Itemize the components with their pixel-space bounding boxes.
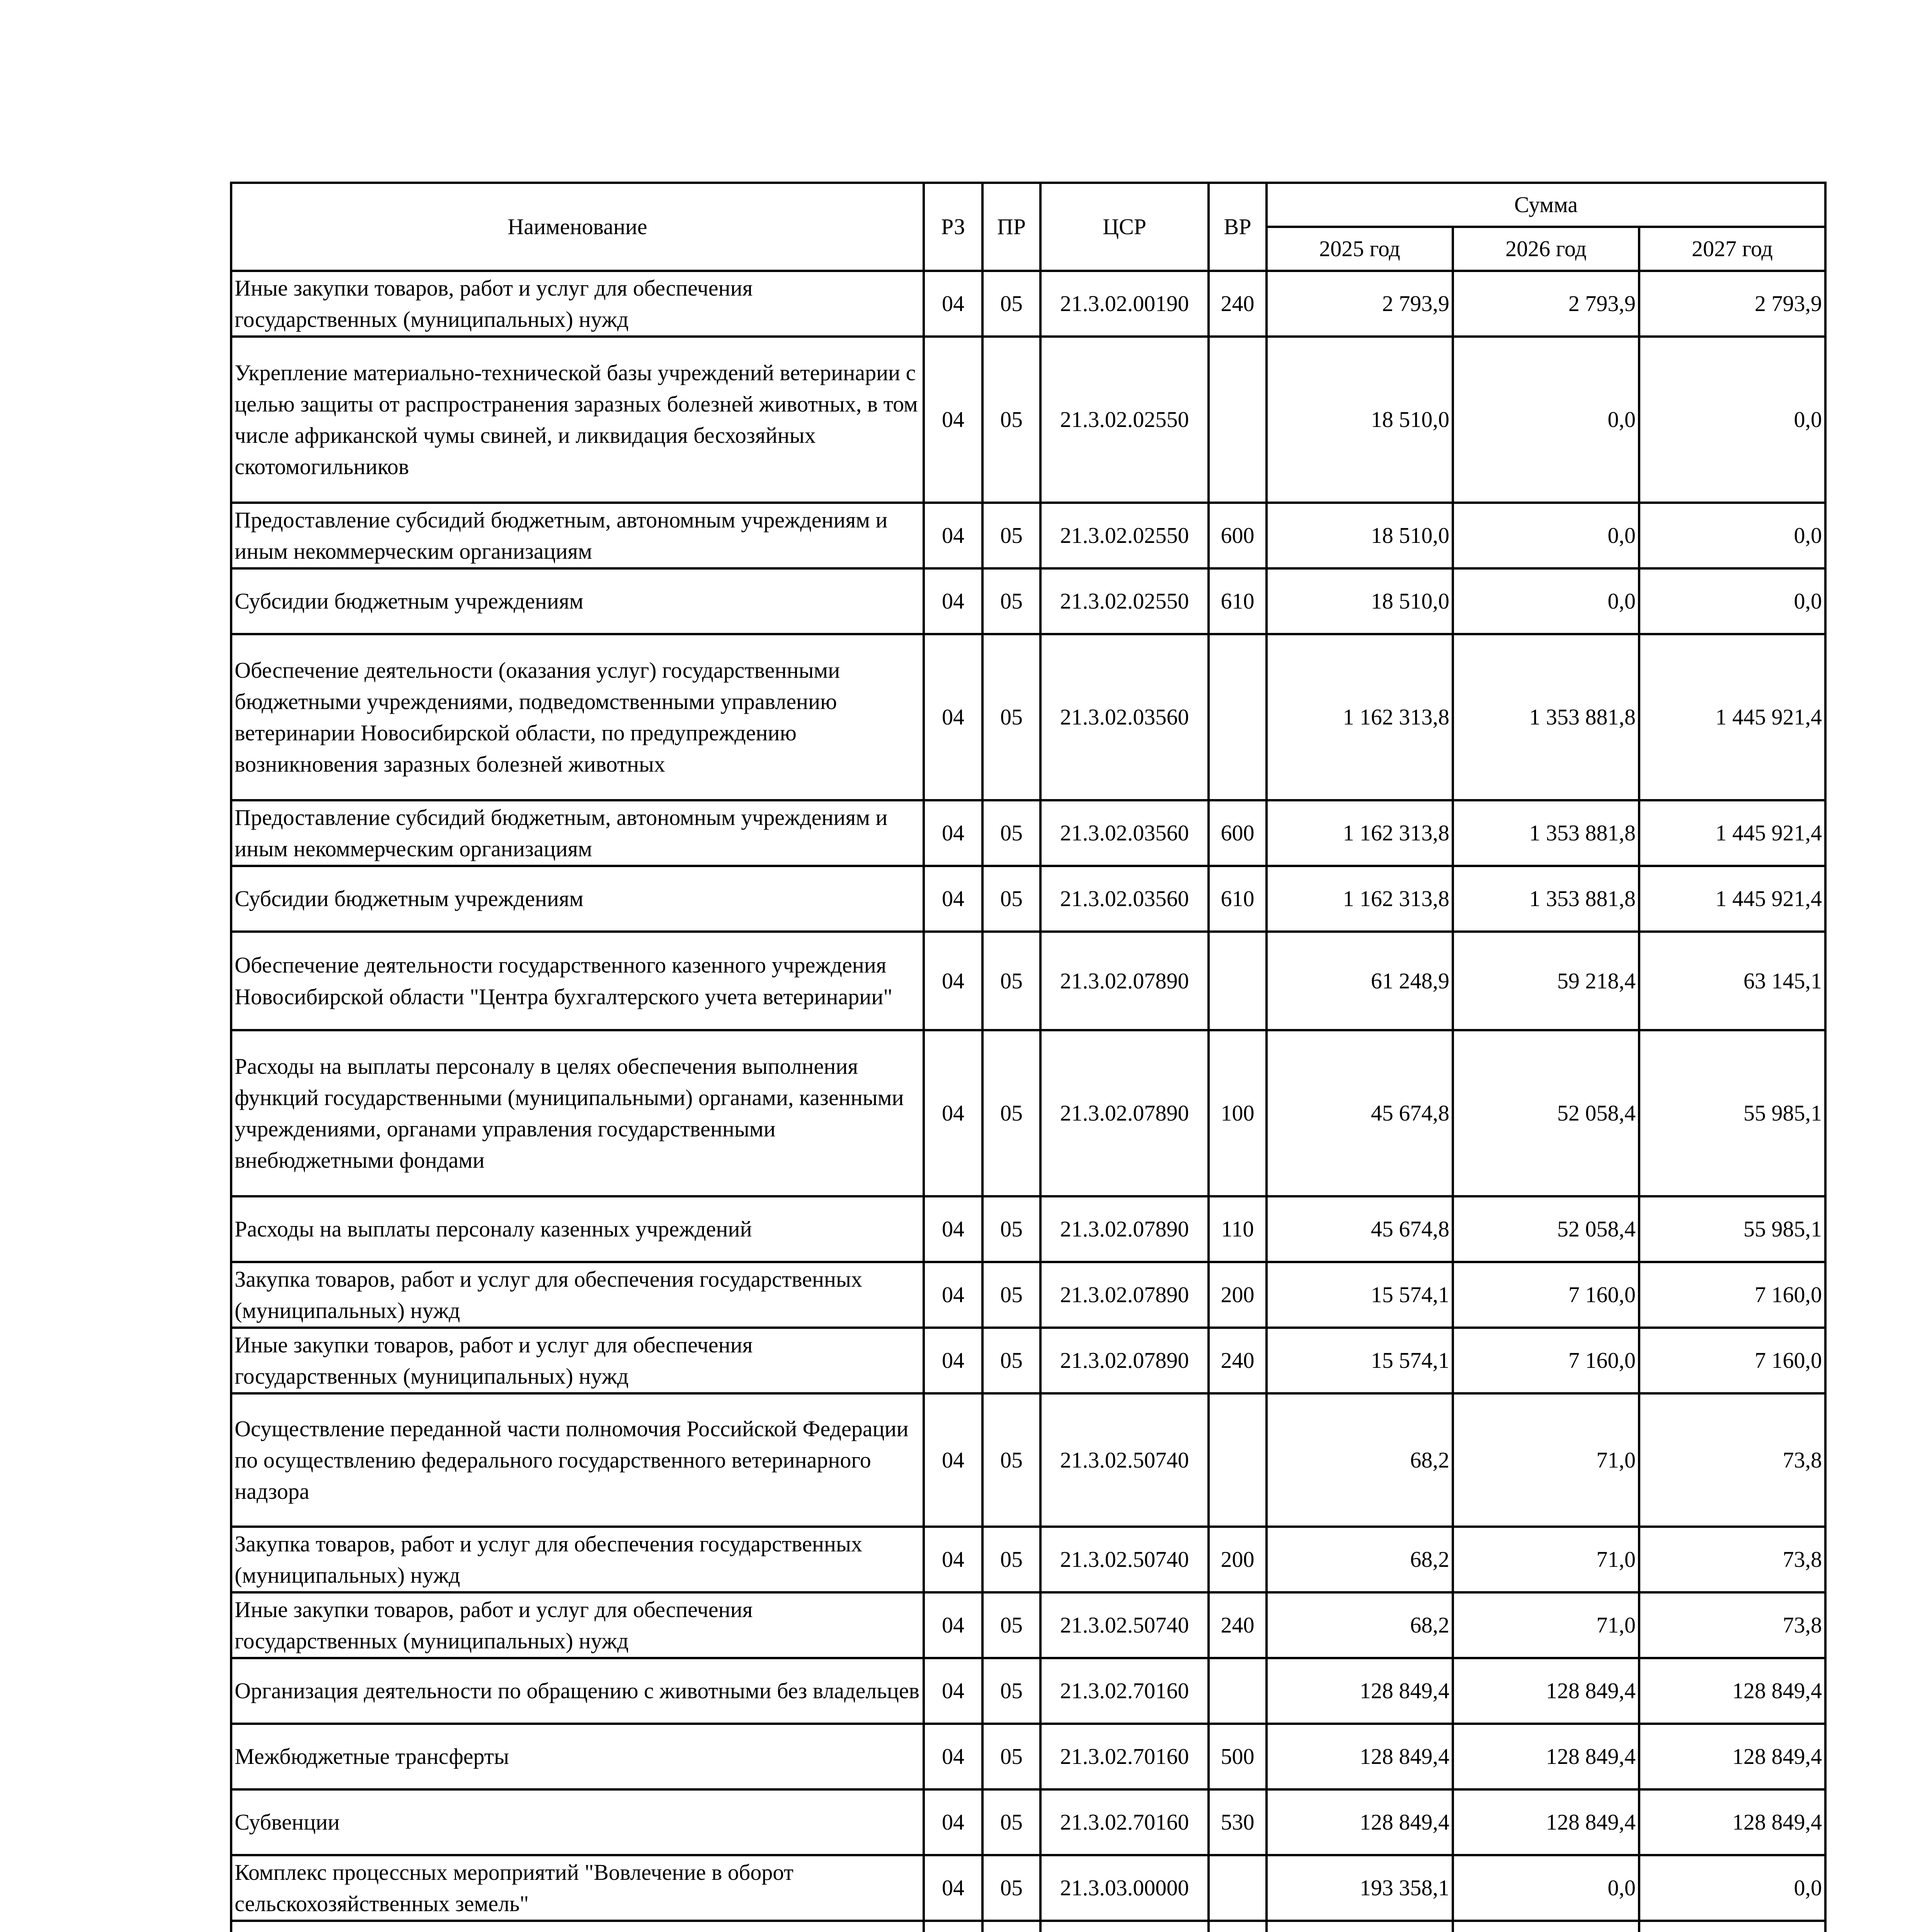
header-vr: ВР	[1209, 183, 1267, 271]
row-sum-2025: 45 674,8	[1267, 1196, 1453, 1262]
header-csr: ЦСР	[1040, 183, 1209, 271]
row-rz: 04	[924, 271, 982, 337]
row-sum-2027: 1 445 921,4	[1639, 800, 1825, 866]
row-vr	[1209, 1855, 1267, 1921]
row-vr	[1209, 337, 1267, 503]
row-sum-2027: 63 145,1	[1639, 932, 1825, 1030]
row-csr: 21.3.02.07890	[1040, 1030, 1209, 1196]
row-vr	[1209, 1921, 1267, 1932]
row-rz: 04	[924, 503, 982, 568]
row-csr: 21.3.02.50740	[1040, 1592, 1209, 1658]
row-sum-2026: 71,0	[1453, 1393, 1639, 1527]
row-rz: 04	[924, 1724, 982, 1789]
row-sum-2026	[1453, 1921, 1639, 1932]
row-pr: 05	[982, 271, 1040, 337]
row-csr: 21.3.02.07890	[1040, 1328, 1209, 1393]
row-sum-2025: 68,2	[1267, 1527, 1453, 1592]
row-sum-2026: 7 160,0	[1453, 1328, 1639, 1393]
row-csr: 21.3.02.70160	[1040, 1789, 1209, 1855]
row-vr	[1209, 1393, 1267, 1527]
row-sum-2027: 0,0	[1639, 337, 1825, 503]
row-rz	[924, 1921, 982, 1932]
row-csr: 21.3.02.03560	[1040, 866, 1209, 932]
table-row	[231, 1724, 1825, 1789]
header-year-2025: 2025 год	[1267, 227, 1453, 271]
row-name: Комплекс процессных мероприятий "Вовлечение в оборот сельскохозяйственных земель"	[231, 1855, 924, 1921]
row-sum-2025: 68,2	[1267, 1592, 1453, 1658]
budget-table	[230, 182, 1827, 1932]
row-rz: 04	[924, 1855, 982, 1921]
row-csr: 21.3.02.00190	[1040, 271, 1209, 337]
row-sum-2027: 73,8	[1639, 1393, 1825, 1527]
row-sum-2027: 0,0	[1639, 503, 1825, 568]
row-sum-2027: 73,8	[1639, 1592, 1825, 1658]
row-sum-2026: 7 160,0	[1453, 1262, 1639, 1328]
row-sum-2025: 128 849,4	[1267, 1789, 1453, 1855]
table-row	[231, 271, 1825, 337]
row-csr: 21.3.02.02550	[1040, 503, 1209, 568]
row-pr: 05	[982, 932, 1040, 1030]
table-row	[231, 1921, 1825, 1932]
row-sum-2025: 15 574,1	[1267, 1328, 1453, 1393]
row-name: Организация деятельности по обращению с животными без владельцев	[231, 1658, 924, 1724]
header-year-2027: 2027 год	[1639, 227, 1825, 271]
row-sum-2025: 128 849,4	[1267, 1724, 1453, 1789]
table-row	[231, 568, 1825, 634]
row-name: Предоставление субсидий бюджетным, автономным учреждениям и иным некоммерческим организациям	[231, 800, 924, 866]
row-name: Расходы на выплаты персоналу казенных учреждений	[231, 1196, 924, 1262]
row-name: Укрепление материально-технической базы учреждений ветеринарии с целью защиты от распространения заразных болезней животных, в том числе африканской чумы свиней, и ликвидация бесхозяйных скотомогильников	[231, 337, 924, 503]
row-vr: 610	[1209, 568, 1267, 634]
row-pr: 05	[982, 1030, 1040, 1196]
header-sum: Сумма	[1267, 183, 1825, 227]
row-vr: 530	[1209, 1789, 1267, 1855]
row-rz: 04	[924, 1196, 982, 1262]
table-row	[231, 503, 1825, 568]
row-pr: 05	[982, 866, 1040, 932]
row-rz: 04	[924, 1262, 982, 1328]
row-pr: 05	[982, 1527, 1040, 1592]
row-csr: 21.3.02.70160	[1040, 1658, 1209, 1724]
row-csr: 21.3.02.07890	[1040, 1196, 1209, 1262]
row-sum-2026: 0,0	[1453, 1855, 1639, 1921]
row-name: Обеспечение деятельности государственного казенного учреждения Новосибирской области "Центра бухгалтерского учета ветеринарии"	[231, 932, 924, 1030]
table-row	[231, 1328, 1825, 1393]
row-sum-2026: 128 849,4	[1453, 1789, 1639, 1855]
table-row	[231, 1030, 1825, 1196]
table-row	[231, 1592, 1825, 1658]
row-sum-2027: 1 445 921,4	[1639, 634, 1825, 800]
row-sum-2027: 55 985,1	[1639, 1030, 1825, 1196]
row-vr	[1209, 1658, 1267, 1724]
row-rz: 04	[924, 337, 982, 503]
row-rz: 04	[924, 1527, 982, 1592]
row-sum-2026: 0,0	[1453, 337, 1639, 503]
row-pr: 05	[982, 1393, 1040, 1527]
row-sum-2026: 128 849,4	[1453, 1658, 1639, 1724]
row-pr: 05	[982, 568, 1040, 634]
row-pr: 05	[982, 1658, 1040, 1724]
row-name: Субвенции	[231, 1789, 924, 1855]
header-pr: ПР	[982, 183, 1040, 271]
header-name: Наименование	[231, 183, 924, 271]
row-sum-2026: 71,0	[1453, 1592, 1639, 1658]
row-pr: 05	[982, 1592, 1040, 1658]
row-rz: 04	[924, 1030, 982, 1196]
table-row	[231, 866, 1825, 932]
row-sum-2025: 18 510,0	[1267, 568, 1453, 634]
row-sum-2025: 45 674,8	[1267, 1030, 1453, 1196]
table-row	[231, 1196, 1825, 1262]
row-csr: 21.3.03.00000	[1040, 1855, 1209, 1921]
table-row	[231, 1789, 1825, 1855]
row-vr: 610	[1209, 866, 1267, 932]
row-vr: 500	[1209, 1724, 1267, 1789]
row-sum-2027: 7 160,0	[1639, 1262, 1825, 1328]
row-sum-2027: 0,0	[1639, 568, 1825, 634]
row-csr: 21.3.02.02550	[1040, 337, 1209, 503]
row-sum-2026: 128 849,4	[1453, 1724, 1639, 1789]
row-vr: 600	[1209, 503, 1267, 568]
table-row	[231, 337, 1825, 503]
row-vr: 600	[1209, 800, 1267, 866]
row-sum-2025: 15 574,1	[1267, 1262, 1453, 1328]
row-sum-2026: 1 353 881,8	[1453, 866, 1639, 932]
table-row	[231, 634, 1825, 800]
row-name: Предоставление субсидий бюджетным, автономным учреждениям и иным некоммерческим организациям	[231, 503, 924, 568]
row-rz: 04	[924, 866, 982, 932]
row-csr: 21.3.02.70160	[1040, 1724, 1209, 1789]
table-row	[231, 932, 1825, 1030]
row-vr	[1209, 634, 1267, 800]
row-vr: 200	[1209, 1262, 1267, 1328]
table-row	[231, 1658, 1825, 1724]
row-sum-2027: 128 849,4	[1639, 1789, 1825, 1855]
row-sum-2025: 1 162 313,8	[1267, 800, 1453, 866]
row-rz: 04	[924, 932, 982, 1030]
row-csr: 21.3.02.50740	[1040, 1393, 1209, 1527]
row-vr: 110	[1209, 1196, 1267, 1262]
row-pr: 05	[982, 1262, 1040, 1328]
row-vr	[1209, 932, 1267, 1030]
row-name: Иные закупки товаров, работ и услуг для обеспечения государственных (муниципальных) нужд	[231, 271, 924, 337]
header-rz: РЗ	[924, 183, 982, 271]
row-rz: 04	[924, 800, 982, 866]
row-sum-2027: 128 849,4	[1639, 1724, 1825, 1789]
row-name: Субсидии бюджетным учреждениям	[231, 866, 924, 932]
row-pr: 05	[982, 1789, 1040, 1855]
row-vr: 240	[1209, 1592, 1267, 1658]
row-csr: 21.3.02.07890	[1040, 1262, 1209, 1328]
row-sum-2025	[1267, 1921, 1453, 1932]
table-row	[231, 1527, 1825, 1592]
row-sum-2026: 0,0	[1453, 503, 1639, 568]
row-name: Закупка товаров, работ и услуг для обеспечения государственных (муниципальных) нужд	[231, 1262, 924, 1328]
row-sum-2026: 59 218,4	[1453, 932, 1639, 1030]
row-pr: 05	[982, 634, 1040, 800]
row-sum-2027: 0,0	[1639, 1855, 1825, 1921]
row-sum-2025: 18 510,0	[1267, 337, 1453, 503]
row-rz: 04	[924, 634, 982, 800]
row-pr: 05	[982, 1328, 1040, 1393]
row-name	[231, 1921, 924, 1932]
row-sum-2025: 1 162 313,8	[1267, 634, 1453, 800]
row-sum-2025: 1 162 313,8	[1267, 866, 1453, 932]
row-sum-2026: 0,0	[1453, 568, 1639, 634]
row-pr: 05	[982, 337, 1040, 503]
row-sum-2027: 1 445 921,4	[1639, 866, 1825, 932]
row-name: Иные закупки товаров, работ и услуг для обеспечения государственных (муниципальных) нужд	[231, 1328, 924, 1393]
row-vr: 240	[1209, 1328, 1267, 1393]
row-sum-2025: 128 849,4	[1267, 1658, 1453, 1724]
row-csr: 21.3.02.03560	[1040, 634, 1209, 800]
row-rz: 04	[924, 568, 982, 634]
row-rz: 04	[924, 1658, 982, 1724]
row-csr: 21.3.02.03560	[1040, 800, 1209, 866]
row-vr: 100	[1209, 1030, 1267, 1196]
header-year-2026: 2026 год	[1453, 227, 1639, 271]
row-sum-2027	[1639, 1921, 1825, 1932]
row-sum-2027: 73,8	[1639, 1527, 1825, 1592]
row-sum-2027: 7 160,0	[1639, 1328, 1825, 1393]
row-sum-2026: 71,0	[1453, 1527, 1639, 1592]
row-rz: 04	[924, 1393, 982, 1527]
row-pr: 05	[982, 1724, 1040, 1789]
row-csr: 21.3.02.50740	[1040, 1527, 1209, 1592]
row-sum-2027: 55 985,1	[1639, 1196, 1825, 1262]
row-name: Межбюджетные трансферты	[231, 1724, 924, 1789]
table-row	[231, 800, 1825, 866]
row-pr: 05	[982, 1196, 1040, 1262]
row-sum-2025: 18 510,0	[1267, 503, 1453, 568]
row-vr: 240	[1209, 271, 1267, 337]
row-name: Расходы на выплаты персоналу в целях обеспечения выполнения функций государственными (муниципальными) органами, казенными учреждениями, органами управления государственными внебюджетными фондами	[231, 1030, 924, 1196]
row-sum-2025: 68,2	[1267, 1393, 1453, 1527]
row-sum-2027: 128 849,4	[1639, 1658, 1825, 1724]
row-pr: 05	[982, 503, 1040, 568]
row-pr: 05	[982, 800, 1040, 866]
row-sum-2025: 193 358,1	[1267, 1855, 1453, 1921]
row-name: Обеспечение деятельности (оказания услуг) государственными бюджетными учреждениями, подведомственными управлению ветеринарии Новосибирской области, по предупреждению возникновения заразных болезней животных	[231, 634, 924, 800]
row-vr: 200	[1209, 1527, 1267, 1592]
row-rz: 04	[924, 1592, 982, 1658]
table-row	[231, 1393, 1825, 1527]
row-pr: 05	[982, 1855, 1040, 1921]
row-csr	[1040, 1921, 1209, 1932]
row-name: Иные закупки товаров, работ и услуг для обеспечения государственных (муниципальных) нужд	[231, 1592, 924, 1658]
table-body	[231, 271, 1825, 1932]
row-csr: 21.3.02.02550	[1040, 568, 1209, 634]
row-rz: 04	[924, 1789, 982, 1855]
row-pr	[982, 1921, 1040, 1932]
row-name: Осуществление переданной части полномочия Российской Федерации по осуществлению федерального государственного ветеринарного надзора	[231, 1393, 924, 1527]
row-csr: 21.3.02.07890	[1040, 932, 1209, 1030]
table-row	[231, 1262, 1825, 1328]
row-sum-2026: 52 058,4	[1453, 1030, 1639, 1196]
row-sum-2025: 61 248,9	[1267, 932, 1453, 1030]
row-sum-2026: 2 793,9	[1453, 271, 1639, 337]
row-name: Субсидии бюджетным учреждениям	[231, 568, 924, 634]
row-sum-2026: 1 353 881,8	[1453, 800, 1639, 866]
row-sum-2027: 2 793,9	[1639, 271, 1825, 337]
row-sum-2026: 52 058,4	[1453, 1196, 1639, 1262]
table-row	[231, 1855, 1825, 1921]
row-name: Закупка товаров, работ и услуг для обеспечения государственных (муниципальных) нужд	[231, 1527, 924, 1592]
row-sum-2026: 1 353 881,8	[1453, 634, 1639, 800]
row-rz: 04	[924, 1328, 982, 1393]
row-sum-2025: 2 793,9	[1267, 271, 1453, 337]
